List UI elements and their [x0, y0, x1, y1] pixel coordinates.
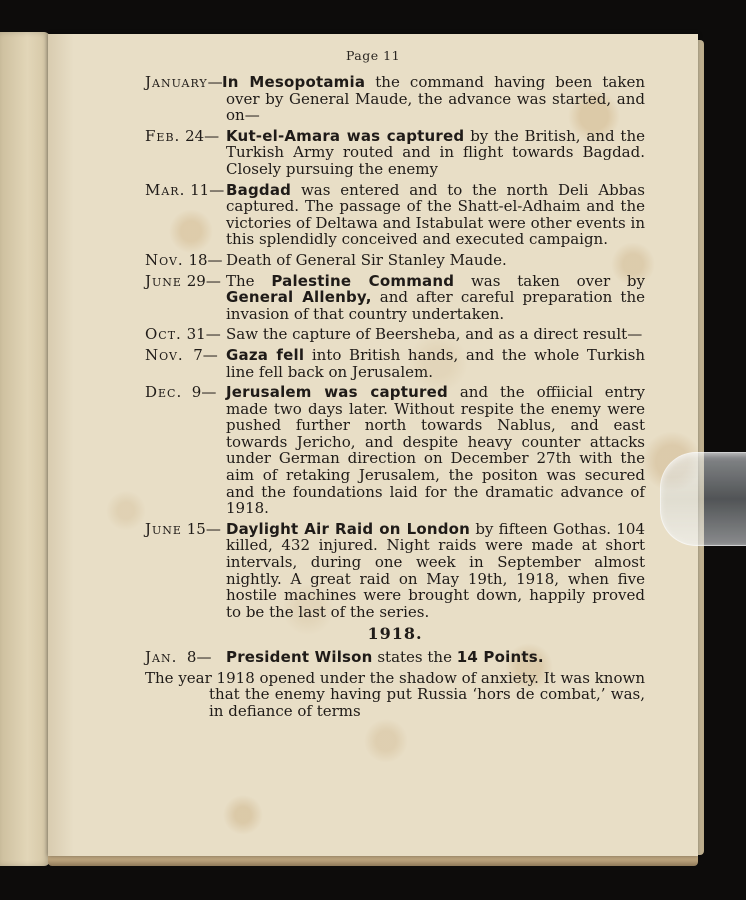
- entry-highlight: Kut-el-Amara was captured: [226, 126, 465, 145]
- closing-paragraph: The year 1918 opened under the shadow of anxiety. It was known that the enemy having put Russia ‘hors de combat,’ was, in defiance of terms: [145, 668, 645, 720]
- entry-june-15: June 15— Daylight Air Raid on London by fifteen Gothas. 104 killed, 432 injured. Night raids were made at short intervals, during one week in September almost nightly. A great raid on May 19th, 1918, when five hostile machines were brought down, happily proved to be the last of the series.: [145, 519, 645, 621]
- entry-day: 9: [191, 383, 202, 402]
- year-heading: 1918.: [367, 624, 423, 644]
- entry-day: 31: [186, 325, 206, 344]
- entry-highlight: In Mesopotamia: [222, 73, 366, 91]
- entry-text: Saw the capture of Beersheba, and as a direct result—: [226, 325, 643, 344]
- entry-highlight-2: General Allenby,: [226, 288, 372, 307]
- entry-highlight: Gaza fell: [226, 345, 305, 364]
- entry-highlight-2: 14 Points.: [456, 648, 544, 666]
- entry-feb-24: Feb. 24— Kut-el-Amara was captured by the British, and the Turkish Army routed and in flight towards Bagdad. Closely pursuing the enemy: [145, 126, 645, 178]
- entry-june-29: June 29— The Palestine Command was taken over by General Allenby, and after careful preparation the invasion of that country undertaken.: [145, 271, 645, 323]
- entry-day: 24: [185, 126, 205, 145]
- entry-nov-7: Nov. 7— Gaza fell into British hands, and the whole Turkish line fell back on Jerusalem.: [145, 345, 645, 381]
- entry-day: 29: [186, 271, 206, 290]
- entry-highlight: Jerusalem was captured: [226, 383, 448, 402]
- entry-text: and after careful preparation the invasion of that country undertaken.: [226, 288, 645, 323]
- page-body: [145, 74, 645, 719]
- entry-day: 7: [193, 345, 203, 364]
- entry-day: 15: [186, 519, 206, 538]
- entry-dec-9: Dec. 9— Jerusalem was captured and the offiicial entry made two days later. Without respite the enemy were pushed further north towards Nablus, and east towards Jericho, and despite heavy counter attacks under German direction on December 27th with the aim of retaking Jerusalem, the positon was secured and the foundations laid for the dramatic advance of 1918.: [145, 383, 645, 518]
- entry-highlight: Palestine Command: [271, 271, 455, 290]
- entry-month: Mar.: [145, 180, 186, 199]
- entry-text: Death of General Sir Stanley Maude.: [226, 250, 507, 269]
- entry-january: January— In Mesopotamia the command having been taken over by General Maude, the advance was started, and on—: [145, 73, 645, 125]
- entry-day: 8: [186, 648, 197, 666]
- entry-month: Dec.: [145, 383, 183, 402]
- entry-pre: The: [226, 271, 255, 290]
- entry-highlight: Daylight Air Raid on London: [226, 519, 471, 538]
- entry-mid: states the: [377, 648, 452, 666]
- entry-mar-11: Mar. 11— Bagdad was entered and to the north Deli Abbas captured. The passage of the Shatt-el-Adhaim and the victories of Deltawa and Istabulat were other events in this splendidly conceived and executed campaign.: [145, 180, 645, 249]
- entry-jan-8: Jan. 8— President Wilson states the 14 Points.: [145, 648, 544, 666]
- entry-month: Jan.: [145, 648, 178, 666]
- entry-text: into British hands, and the whole Turkish line fell back on Jerusalem.: [226, 345, 645, 381]
- book-page: [48, 34, 698, 856]
- facing-page-edge: [0, 32, 50, 866]
- entry-nov-18: Nov. 18— Death of General Sir Stanley Maude.: [145, 250, 507, 269]
- entry-day: 18: [188, 250, 208, 269]
- page-clip: [660, 452, 746, 546]
- entry-month: Nov.: [145, 250, 184, 269]
- page-header: Page 11: [345, 48, 401, 63]
- entry-mid: was taken over by: [470, 271, 645, 290]
- entry-month: Nov.: [145, 345, 184, 364]
- entry-text: by fifteen Gothas. 104 killed, 432 injured. Night raids were made at short intervals, during one week in September almost nightly. A great raid on May 19th, 1918, when five hostile machines were brought down, happily proved to be the last of the series.: [226, 519, 645, 621]
- entry-day: 11: [190, 180, 210, 199]
- entry-month: June: [145, 271, 182, 290]
- entry-month: Oct.: [145, 325, 182, 344]
- entry-month: January: [145, 73, 208, 91]
- entry-month: June: [145, 519, 182, 538]
- entry-text: and the offiicial entry made two days later. Without respite the enemy were pushed further north towards Nablus, and east towards Jericho, and despite heavy counter attacks under German direction on December 27th with the aim of retaking Jerusalem, the positon was secured and the foundations laid for the dramatic advance of 1918.: [226, 383, 645, 518]
- entry-text: by the British, and the Turkish Army routed and in flight towards Bagdad. Closely pursuing the enemy: [226, 126, 645, 178]
- entry-highlight: Bagdad: [226, 180, 292, 199]
- entry-oct-31: Oct. 31— Saw the capture of Beersheba, and as a direct result—: [145, 325, 643, 344]
- entry-highlight: President Wilson: [226, 648, 373, 666]
- entry-month: Feb.: [145, 126, 181, 145]
- entry-text: the command having been taken over by General Maude, the advance was started, and on—: [226, 73, 645, 125]
- entry-text: was entered and to the north Deli Abbas captured. The passage of the Shatt-el-Adhaim and the victories of Deltawa and Istabulat were other events in this splendidly conceived and executed campaign.: [226, 180, 645, 249]
